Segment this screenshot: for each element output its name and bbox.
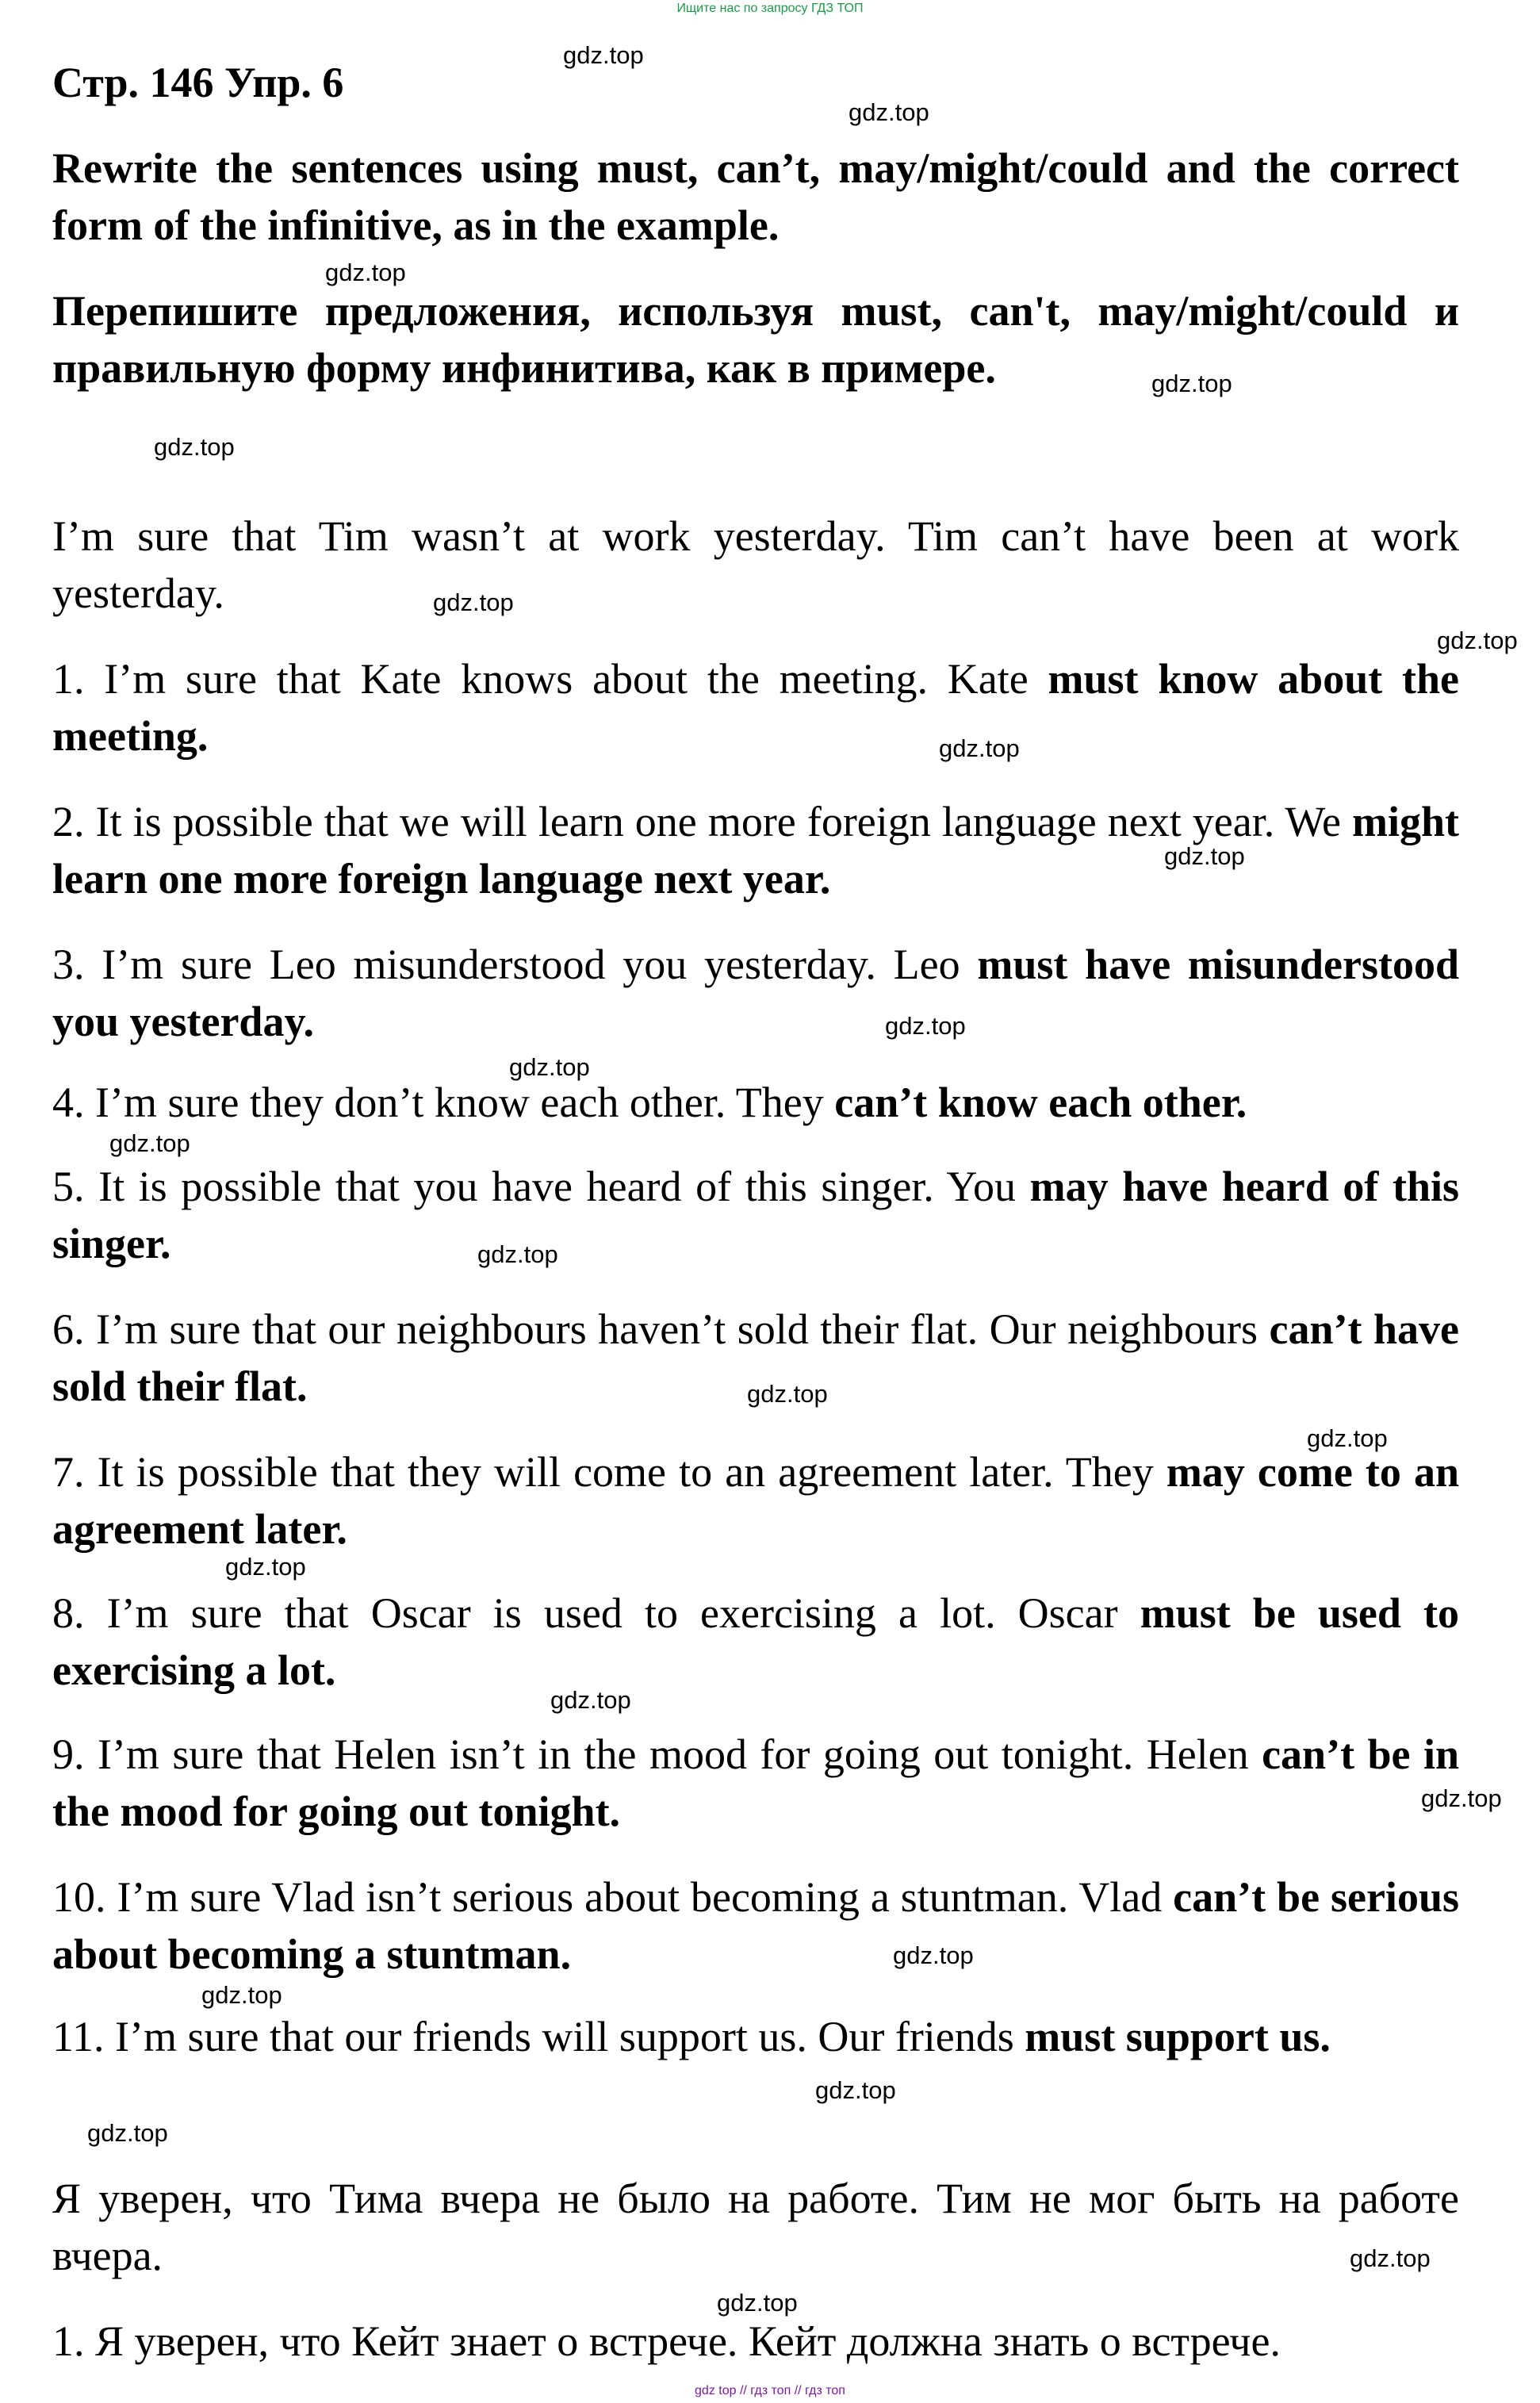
exercise-item-3	[52, 936, 1459, 1050]
instruction-english: Rewrite the sentences using must, can’t, may/might/could and the correct form of the infinitive, as in the example.	[52, 144, 1459, 249]
example-sentence: I’m sure that Tim wasn’t at work yesterday. Tim can’t have been at work yesterday.	[52, 512, 1459, 617]
answer-text: can’t have sold their flat.	[52, 1305, 1459, 1410]
watermark: gdz.top	[1307, 1424, 1388, 1452]
question-text: 8. I’m sure that Oscar is used to exercising a lot. Oscar	[52, 1589, 1140, 1637]
watermark: gdz.top	[1350, 2244, 1431, 2272]
exercise-item-11	[52, 2008, 1459, 2065]
watermark: gdz.top	[939, 734, 1020, 762]
answer-text: must support us.	[1025, 2013, 1331, 2060]
watermark: gdz.top	[1151, 370, 1232, 397]
exercise-item-2	[52, 793, 1459, 907]
footer-banner: gdz top // гдз топ // гдз топ	[695, 2384, 845, 2397]
watermark: gdz.top	[550, 1686, 631, 1714]
watermark: gdz.top	[815, 2076, 896, 2104]
exercise-item-9	[52, 1726, 1459, 1840]
question-text: 3. I’m sure Leo misunderstood you yesterday. Leo	[52, 941, 978, 988]
exercise-item-4	[52, 1074, 1459, 1131]
watermark: gdz.top	[433, 588, 514, 616]
answer-text: can’t know each other.	[834, 1079, 1247, 1126]
watermark: gdz.top	[849, 98, 929, 126]
watermark: gdz.top	[225, 1553, 306, 1581]
exercise-item-7	[52, 1443, 1459, 1558]
top-banner: Ищите нас по запросу ГДЗ ТОП	[676, 2, 864, 15]
watermark: gdz.top	[1437, 627, 1518, 654]
watermark: gdz.top	[563, 41, 644, 69]
question-text: 9. I’m sure that Helen isn’t in the mood for going out tonight. Helen	[52, 1730, 1262, 1778]
answer-text: must have misunderstood you yesterday.	[52, 941, 1459, 1045]
question-text: 4. I’m sure they don’t know each other. They	[52, 1079, 835, 1126]
watermark: gdz.top	[1164, 842, 1245, 870]
watermark: gdz.top	[893, 1941, 974, 1969]
question-text: 11. I’m sure that our friends will support us. Our friends	[52, 2013, 1025, 2060]
watermark: gdz.top	[154, 433, 235, 461]
watermark: gdz.top	[747, 1380, 828, 1408]
answer-text: can’t be serious about becoming a stuntman.	[52, 1873, 1459, 1978]
exercise-item-5	[52, 1158, 1459, 1272]
question-text: 1. I’m sure that Kate knows about the meeting. Kate	[52, 655, 1048, 703]
watermark: gdz.top	[325, 259, 406, 286]
exercise-item-10	[52, 1868, 1459, 1983]
watermark: gdz.top	[109, 1129, 190, 1157]
question-text: 7. It is possible that they will come to an agreement later. They	[52, 1448, 1166, 1496]
watermark: gdz.top	[717, 2289, 798, 2317]
translation-item-1: 1. Я уверен, что Кейт знает о встрече. Кейт должна знать о встрече.	[52, 2317, 1281, 2365]
answer-text: may have heard of this singer.	[52, 1163, 1460, 1267]
question-text: 2. It is possible that we will learn one more foreign language next year. We	[52, 798, 1352, 845]
watermark: gdz.top	[477, 1240, 558, 1268]
answer-text: must know about the meeting.	[52, 655, 1459, 760]
translation-example: Я уверен, что Тима вчера не было на работе. Тим не мог быть на работе вчера.	[52, 2175, 1459, 2279]
watermark: gdz.top	[201, 1981, 282, 2009]
watermark: gdz.top	[1421, 1784, 1502, 1812]
watermark: gdz.top	[87, 2119, 168, 2147]
answer-text: can’t be in the mood for going out tonight.	[52, 1730, 1459, 1835]
answer-text: might learn one more foreign language next year.	[52, 798, 1459, 903]
page-title: Стр. 146 Упр. 6	[52, 59, 344, 106]
answer-text: may come to an agreement later.	[52, 1448, 1459, 1553]
answer-text: must be used to exercising a lot.	[52, 1589, 1459, 1694]
question-text: 6. I’m sure that our neighbours haven’t sold their flat. Our neighbours	[52, 1305, 1270, 1353]
watermark: gdz.top	[509, 1053, 590, 1081]
instruction-russian: Перепишите предложения, используя must, can't, may/might/could и правильную форму инфинитива, как в примере.	[52, 287, 1459, 392]
question-text: 5. It is possible that you have heard of this singer. You	[52, 1163, 1030, 1210]
exercise-item-8	[52, 1585, 1459, 1699]
question-text: 10. I’m sure Vlad isn’t serious about becoming a stuntman. Vlad	[52, 1873, 1174, 1921]
watermark: gdz.top	[885, 1012, 966, 1040]
exercise-item-1	[52, 650, 1459, 765]
